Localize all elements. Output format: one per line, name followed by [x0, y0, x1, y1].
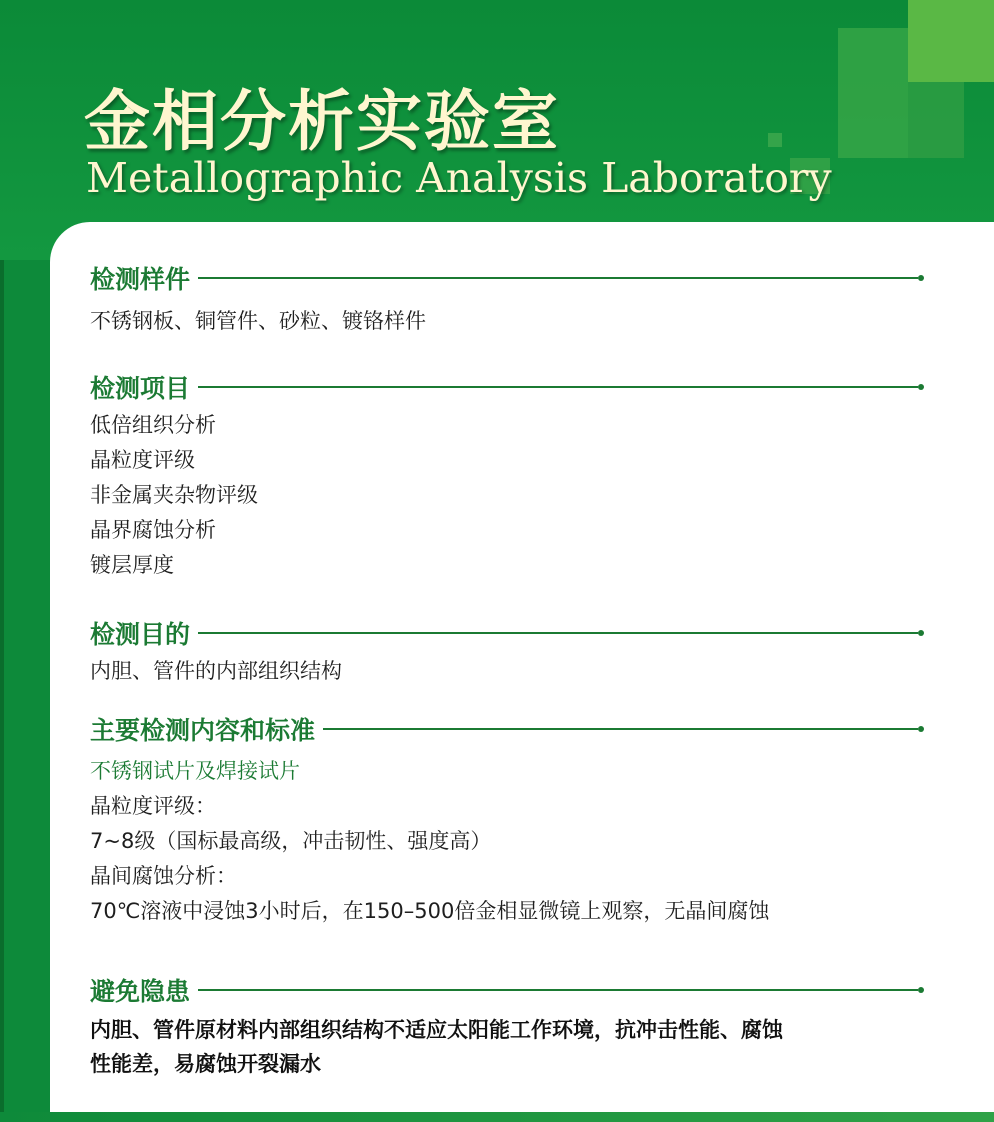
- section-line: 镀层厚度: [90, 553, 174, 577]
- decor-square: [908, 82, 964, 158]
- page-title-chinese: 金相分析实验室: [84, 83, 560, 160]
- section-divider: [198, 277, 918, 279]
- section-divider: [198, 989, 918, 991]
- header-banner: [0, 0, 994, 260]
- section-line: 低倍组织分析: [90, 413, 216, 437]
- section-divider-dot: [918, 384, 924, 390]
- page-title-english: Metallographic Analysis Laboratory: [86, 154, 832, 202]
- decor-square: [838, 28, 908, 158]
- section-divider-dot: [918, 630, 924, 636]
- section-header-risks: [90, 975, 924, 1005]
- decor-square: [768, 133, 782, 147]
- section-line: 不锈钢板、铜管件、砂粒、镀铬样件: [90, 309, 426, 333]
- section-title: 检测项目: [90, 374, 191, 403]
- section-line: 晶间腐蚀分析：: [90, 864, 237, 888]
- decor-square: [908, 0, 994, 82]
- section-header-purpose: [90, 618, 924, 648]
- section-title: 检测目的: [90, 620, 191, 649]
- section-divider: [198, 632, 918, 634]
- section-divider-dot: [918, 726, 924, 732]
- section-line: 性能差，易腐蚀开裂漏水: [90, 1052, 321, 1076]
- section-line: 内胆、管件原材料内部组织结构不适应太阳能工作环境，抗冲击性能、腐蚀: [90, 1018, 783, 1042]
- section-line: 内胆、管件的内部组织结构: [90, 659, 342, 683]
- section-line: 晶粒度评级：: [90, 794, 216, 818]
- section-divider-dot: [918, 275, 924, 281]
- section-subtitle: 不锈钢试片及焊接试片: [90, 759, 300, 783]
- section-divider-dot: [918, 987, 924, 993]
- section-header-samples: [90, 263, 924, 293]
- section-title: 检测样件: [90, 265, 191, 294]
- footer-bar: [0, 1112, 994, 1122]
- section-divider: [323, 728, 918, 730]
- section-line: 晶界腐蚀分析: [90, 518, 216, 542]
- section-line: 非金属夹杂物评级: [90, 483, 258, 507]
- section-line: 7~8级（国标最高级，冲击韧性、强度高）: [90, 829, 492, 853]
- section-header-standards: [90, 714, 924, 744]
- section-divider: [198, 386, 918, 388]
- section-title: 主要检测内容和标准: [90, 716, 316, 745]
- section-header-items: [90, 372, 924, 402]
- section-line: 晶粒度评级: [90, 448, 195, 472]
- section-line: 70℃溶液中浸蚀3小时后，在150–500倍金相显微镜上观察，无晶间腐蚀: [90, 899, 770, 923]
- section-title: 避免隐患: [90, 977, 191, 1006]
